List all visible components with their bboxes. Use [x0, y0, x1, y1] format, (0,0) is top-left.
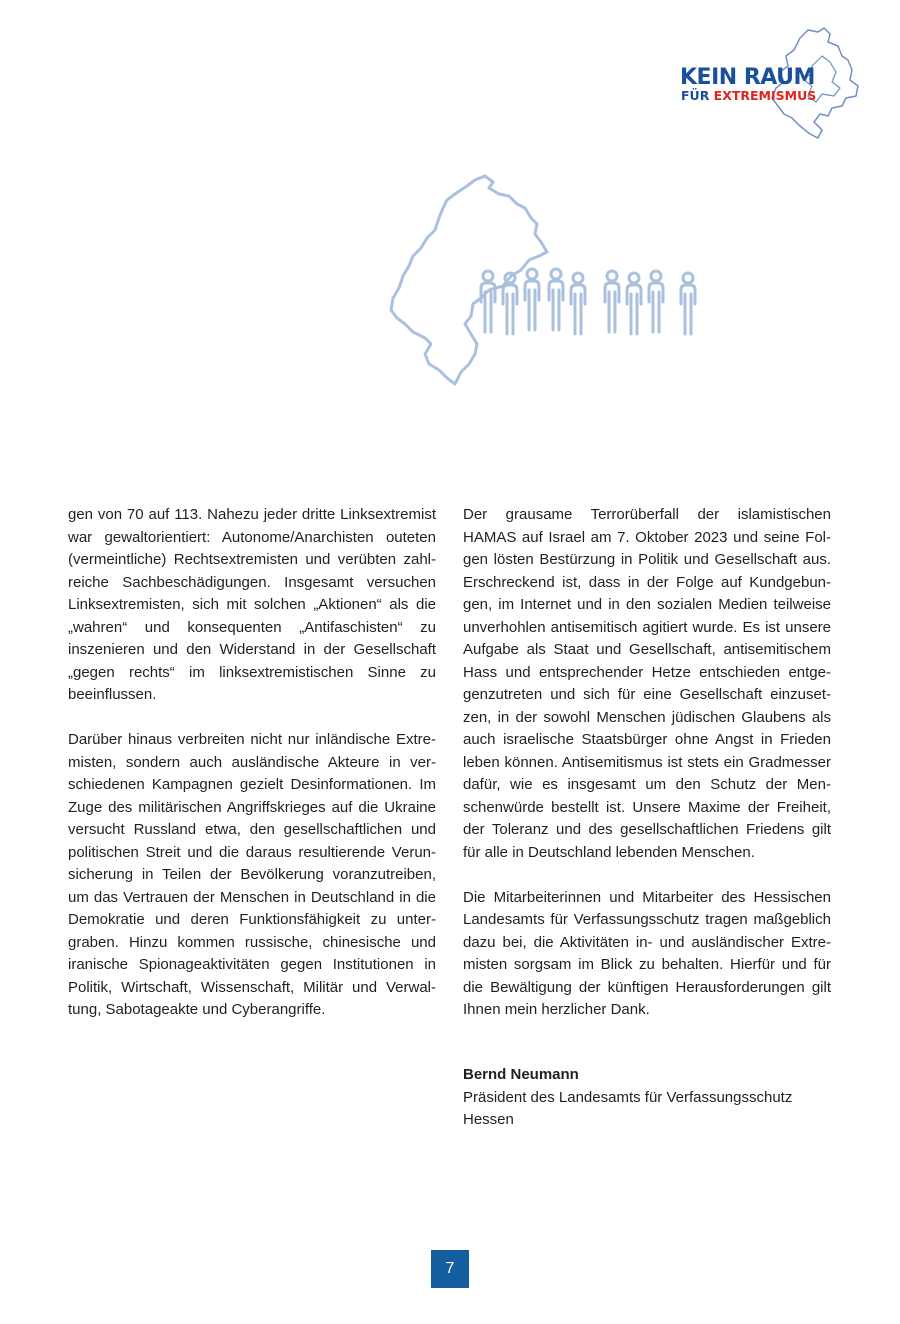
left-paragraph-1: gen von 70 auf 113. Nahezu jeder dritte Linksextremist war gewaltorientiert: Autonome/Anarchisten outeten (vermeintliche) Rechtsextremisten und verübten zahlreiche Sachbeschädigungen. Insgesamt versuchen Linksextremisten, sich mit solchen „Aktionen“ als die „wahren“ und konsequenten „Antifaschisten“ zu inszenieren und den Widerstand in der Gesellschaft „gegen rechts“ im linksextremistischen Sinne zu beeinflussen.: [68, 506, 436, 703]
hesse-map-with-people-icon: [385, 172, 715, 397]
signature-title: Präsident des Landesamts für Verfassungsschutz: [463, 1088, 793, 1106]
logo-title: KEIN RAUM: [680, 65, 815, 90]
signature-name: Bernd Neumann: [463, 1066, 579, 1083]
left-paragraph-2: Darüber hinaus verbreiten nicht nur inländische Extremisten, sondern auch ausländische Akteure in verschiedenen Kampagnen gezielt Desinformationen. Im Zuge des militärischen Angriffskrieges auf die Ukraine versucht Russland etwa, den gesellschaftlichen und politischen Streit und die daraus resultierende Verunsicherung in Teilen der Bevölkerung voranzutreiben, um das Vertrauen der Menschen in Deutschland in die Demokratie und deren Funktionsfähigkeit zu untergraben. Hinzu kommen russische, chinesische und iranische Spionageaktivitäten gegen Institutionen in Politik, Wirtschaft, Wissenschaft, Militär und Verwaltung, Sabotageakte und Cyberangriffe.: [68, 731, 436, 1018]
logo-subtitle-extremismus: EXTREMISMUS: [713, 88, 817, 103]
logo-subtitle-fuer: FÜR: [681, 88, 714, 103]
right-paragraph-2: Die Mitarbeiterinnen und Mitarbeiter des Hessischen Landesamts für Verfassungsschutz tragen maßgeblich dazu bei, die Aktivitäten in- und ausländischer Extremisten sorgsam im Blick zu behalten. Hierfür und für die Bewältigung der künftigen Herausforderungen gilt Ihnen mein herzlicher Dank.: [463, 888, 831, 1018]
page-number: 7: [431, 1250, 469, 1288]
kein-raum-logo: [672, 26, 868, 142]
right-paragraph-1: Der grausame Terrorüberfall der islamistischen HAMAS auf Israel am 7. Oktober 2023 und seine Folgen lösten Bestürzung in Politik und Gesellschaft aus. Erschreckend ist, dass in der Folge auf Kundgebungen, im Internet und in den sozialen Medien teilweise unverhohlen antisemitisch agitiert wurde. Es ist unsere Aufgabe als Staat und Gesellschaft, antisemitischem Hass und entsprechender Hetze entschieden entgegenzutreten und sich für eine Gesellschaft einzusetzen, in der sowohl Menschen jüdischen Glaubens als auch israelische Staatsbürger ohne Angst in Frieden leben können. Antisemitismus ist stets ein Gradmesser dafür, wie es insgesamt um den Schutz der Menschenwürde bestellt ist. Unsere Maxime der Freiheit, der Toleranz und des gesellschaftlichen Friedens gilt für alle in Deutschland lebenden Menschen.: [463, 506, 831, 861]
signature-region: Hessen: [463, 1111, 514, 1128]
right-text-column: [463, 504, 831, 1044]
left-text-column: [68, 504, 436, 1044]
signature-block: [463, 1064, 843, 1132]
logo-subtitle: [681, 89, 816, 103]
